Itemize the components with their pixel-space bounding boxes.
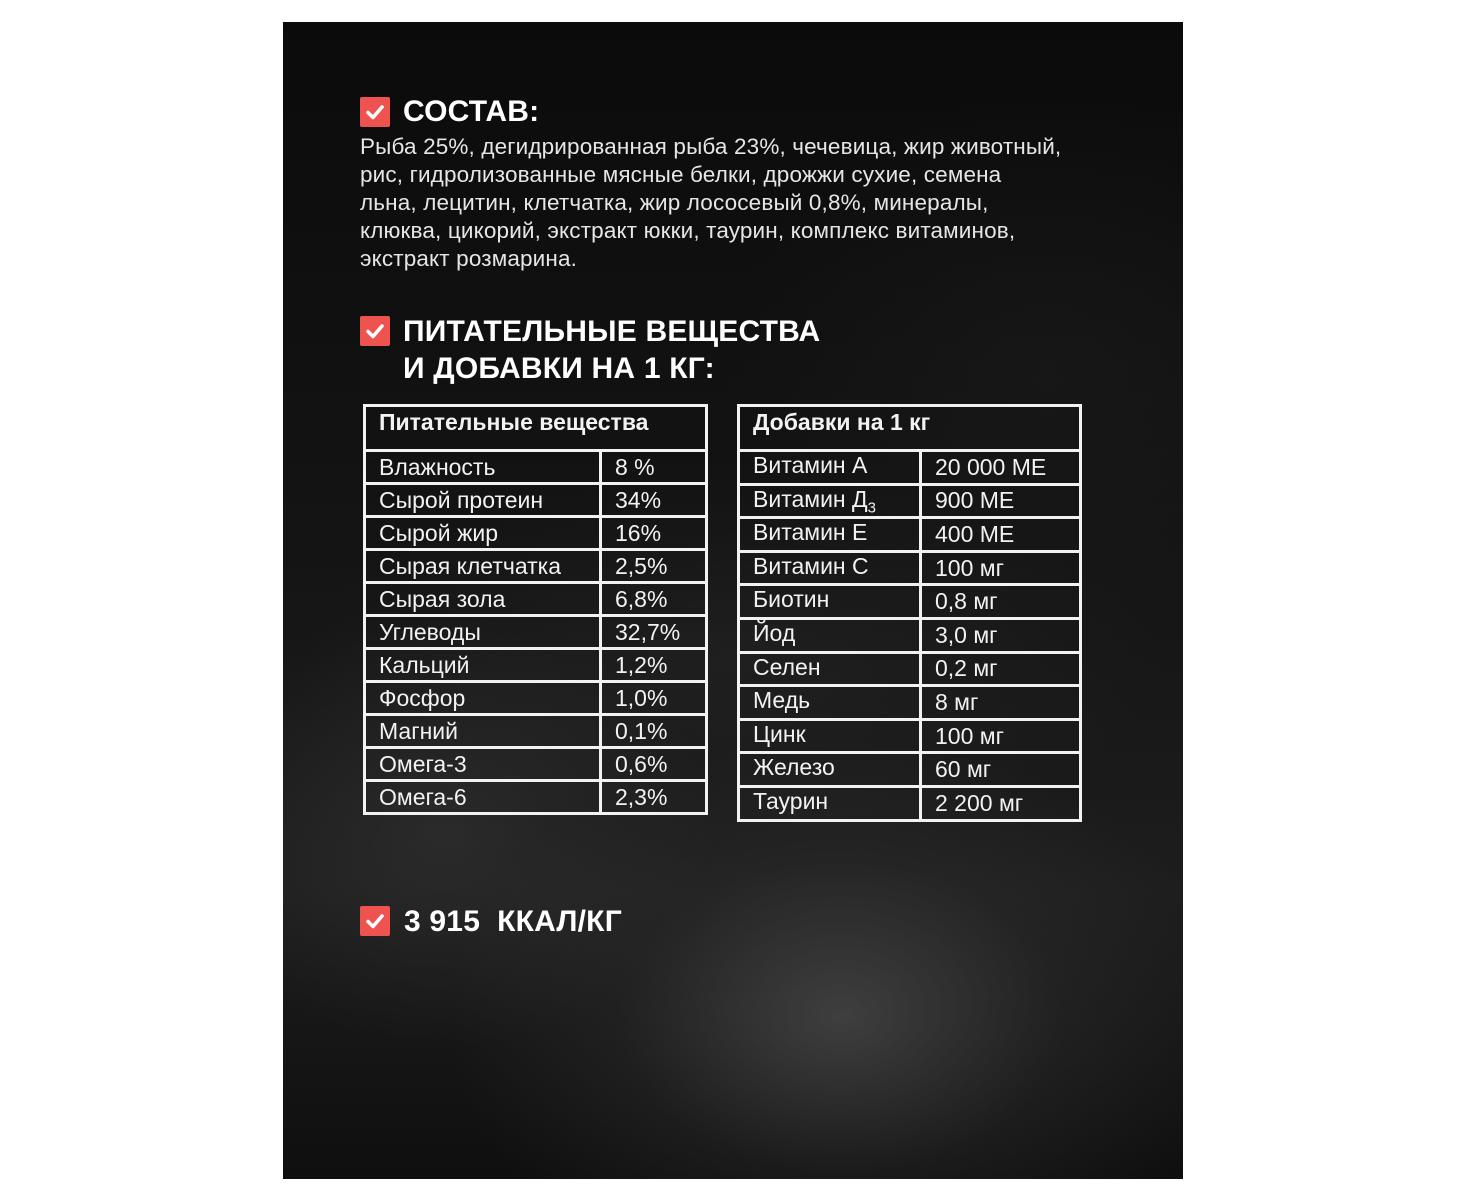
table-row — [739, 518, 1081, 552]
row-value: 8 % — [601, 451, 707, 484]
row-value: 60 мг — [921, 753, 1081, 787]
row-name — [365, 484, 601, 517]
composition-line: экстракт розмарина. — [360, 246, 578, 271]
table-row — [739, 719, 1081, 753]
checkbox-checked-icon — [360, 97, 390, 127]
row-name — [365, 616, 601, 649]
composition-line: рис, гидролизованные мясные белки, дрожжи сухие, семена — [360, 162, 1002, 187]
row-value: 400 МЕ — [921, 518, 1081, 552]
table-header-row — [365, 406, 707, 451]
row-value: 3,0 мг — [921, 618, 1081, 652]
row-name-text: Фосфор — [379, 684, 466, 711]
additives-table — [737, 404, 1082, 822]
row-name-text: Углеводы — [379, 618, 481, 645]
row-name-text: Сырая клетчатка — [379, 552, 562, 579]
table-row — [365, 484, 707, 517]
row-name-text: Витамин С — [753, 552, 869, 579]
row-name — [365, 781, 601, 814]
table-row — [365, 517, 707, 550]
product-info-panel — [283, 22, 1183, 1179]
row-name — [365, 517, 601, 550]
row-name-text: Кальций — [379, 651, 470, 678]
row-name — [739, 618, 921, 652]
energy-value: 3 915 ККАЛ/КГ — [404, 905, 622, 938]
table-row — [365, 748, 707, 781]
row-name-text: Медь — [753, 687, 811, 714]
row-value: 100 мг — [921, 719, 1081, 753]
row-name — [739, 786, 921, 820]
row-value: 1,2% — [601, 649, 707, 682]
row-name-text: Биотин — [753, 586, 830, 613]
row-name-subscript: 3 — [867, 499, 876, 517]
row-name — [739, 551, 921, 585]
row-name — [739, 484, 921, 518]
row-value: 2,3% — [601, 781, 707, 814]
table-row — [365, 715, 707, 748]
row-value: 32,7% — [601, 616, 707, 649]
row-value: 20 000 МЕ — [921, 451, 1081, 485]
row-name-text: Витамин А — [753, 452, 868, 478]
row-value: 6,8% — [601, 583, 707, 616]
row-name — [739, 518, 921, 552]
row-name — [739, 719, 921, 753]
composition-title: СОСТАВ: — [403, 95, 540, 128]
row-name-text: Йод — [753, 619, 796, 646]
row-name-text: Цинк — [753, 720, 806, 747]
row-name — [739, 753, 921, 787]
row-name-text: Таурин — [753, 787, 829, 814]
row-value: 900 МЕ — [921, 484, 1081, 518]
row-value: 0,6% — [601, 748, 707, 781]
table-row — [739, 551, 1081, 585]
row-name-text: Влажность — [379, 453, 496, 480]
table-row — [739, 451, 1081, 485]
table-row — [739, 585, 1081, 619]
row-value: 1,0% — [601, 682, 707, 715]
nutrients-title — [403, 313, 820, 387]
row-name — [739, 451, 921, 485]
row-name — [365, 682, 601, 715]
table-row — [739, 686, 1081, 720]
composition-line: Рыба 25%, дегидрированная рыба 23%, чечевица, жир животный, — [360, 134, 1062, 159]
composition-line: клюква, цикорий, экстракт юкки, таурин, комплекс витаминов, — [360, 218, 1016, 243]
row-name — [739, 585, 921, 619]
row-value: 8 мг — [921, 686, 1081, 720]
row-name-text: Сырая зола — [379, 585, 506, 612]
row-name-text: Сырой протеин — [379, 486, 544, 513]
row-value: 0,2 мг — [921, 652, 1081, 686]
table-row — [365, 583, 707, 616]
row-name — [365, 649, 601, 682]
row-value: 0,8 мг — [921, 585, 1081, 619]
table-row — [365, 451, 707, 484]
checkbox-checked-icon — [360, 906, 390, 936]
composition-text — [360, 133, 1120, 273]
row-name-text: Витамин Д — [753, 485, 868, 512]
row-name-text: Железо — [753, 754, 835, 781]
table-row — [365, 649, 707, 682]
row-value: 16% — [601, 517, 707, 550]
row-name-text: Омега-3 — [379, 750, 467, 777]
nutrients-table-header: Питательные вещества — [365, 406, 707, 451]
table-row — [739, 484, 1081, 518]
row-value: 0,1% — [601, 715, 707, 748]
additives-table-header: Добавки на 1 кг — [739, 406, 1081, 451]
table-header-row — [739, 406, 1081, 451]
table-row — [739, 652, 1081, 686]
row-name — [365, 715, 601, 748]
row-name — [365, 550, 601, 583]
table-row — [365, 550, 707, 583]
row-name-text: Омега-6 — [379, 783, 467, 810]
table-row — [365, 682, 707, 715]
row-value: 100 мг — [921, 551, 1081, 585]
row-name-text: Магний — [379, 717, 458, 744]
row-name — [365, 583, 601, 616]
nutrients-title-line2: И ДОБАВКИ НА 1 КГ: — [403, 352, 715, 385]
row-name — [365, 451, 601, 484]
nutrients-table — [363, 404, 708, 815]
table-row — [739, 753, 1081, 787]
table-row — [739, 618, 1081, 652]
row-name — [739, 686, 921, 720]
row-value: 2 200 мг — [921, 786, 1081, 820]
checkbox-checked-icon — [360, 316, 390, 346]
composition-line: льна, лецитин, клетчатка, жир лососевый 0,8%, минералы, — [360, 190, 989, 215]
row-name-text: Селен — [753, 653, 821, 680]
nutrients-title-line1: ПИТАТЕЛЬНЫЕ ВЕЩЕСТВА — [403, 315, 821, 348]
row-name — [739, 652, 921, 686]
table-row — [739, 786, 1081, 820]
row-name-text: Витамин Е — [753, 519, 868, 546]
row-name-text: Сырой жир — [379, 519, 498, 546]
row-name — [365, 748, 601, 781]
row-value: 34% — [601, 484, 707, 517]
table-row — [365, 616, 707, 649]
table-row — [365, 781, 707, 814]
row-value: 2,5% — [601, 550, 707, 583]
